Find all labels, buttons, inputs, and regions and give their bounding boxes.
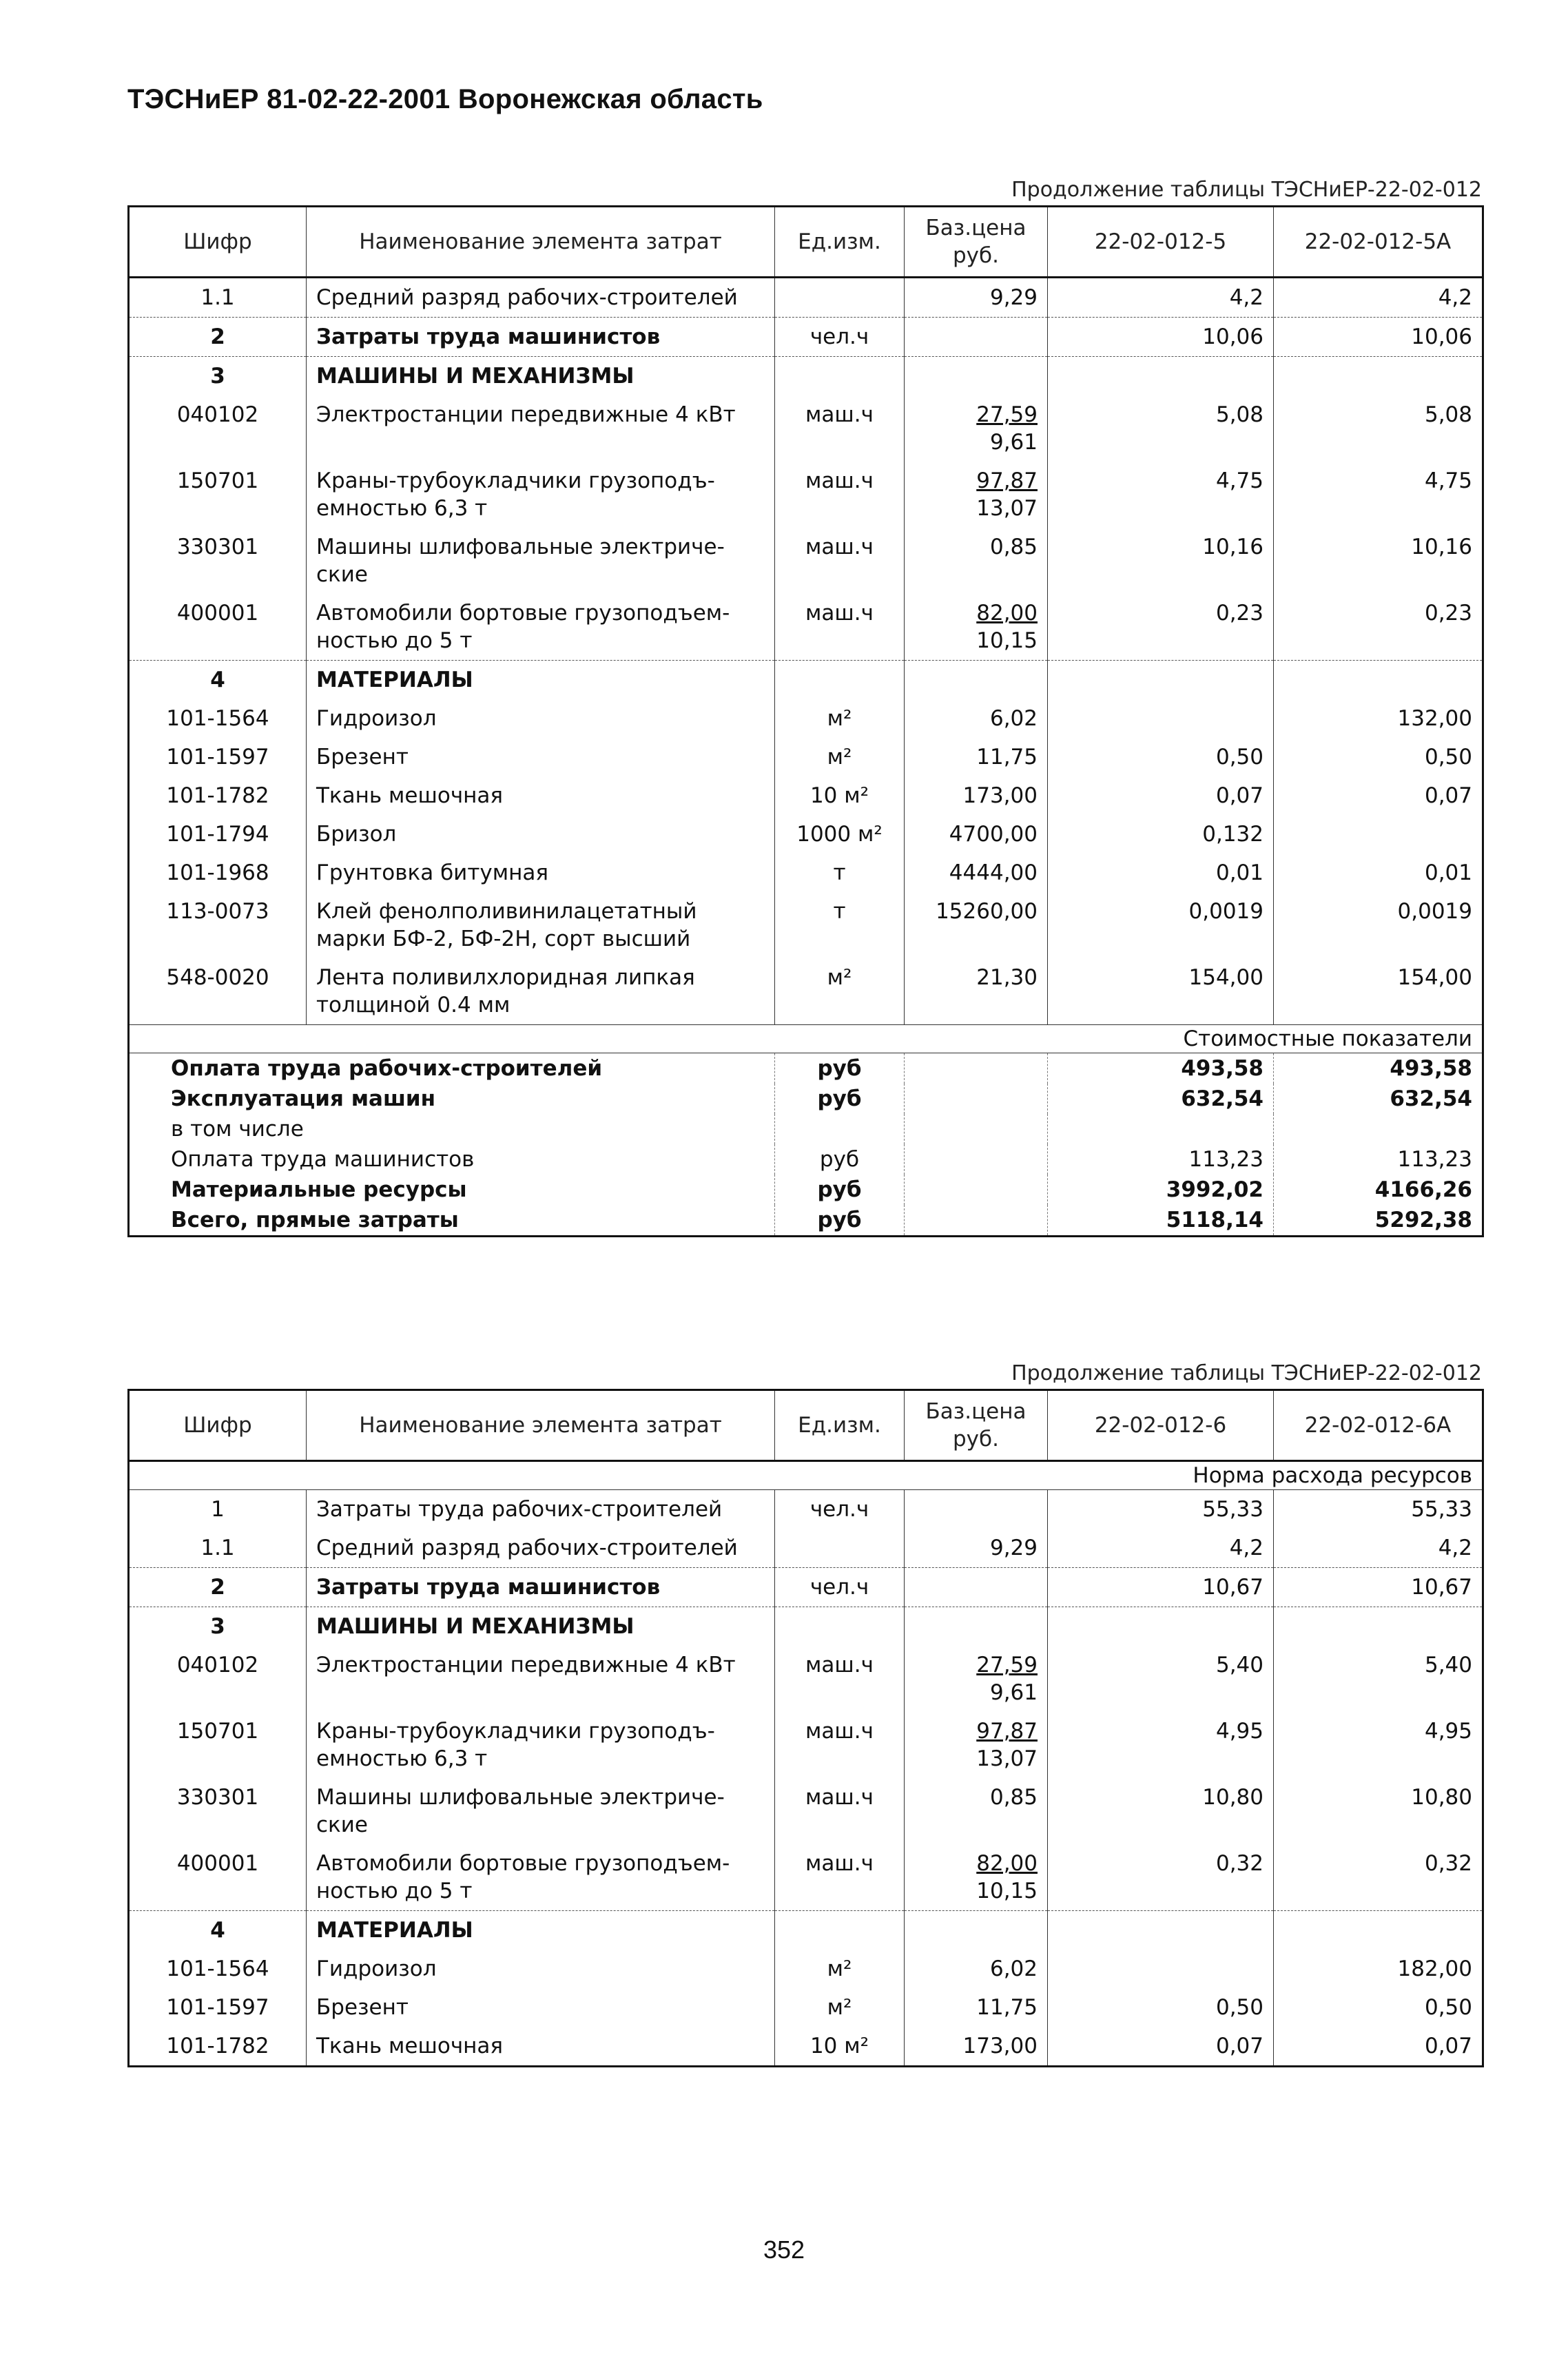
table-row <box>129 1607 1483 1646</box>
summary-unit: руб <box>775 1175 905 1205</box>
code-cell: 400001 <box>176 601 259 626</box>
summary-empty <box>905 1144 1048 1175</box>
unit-cell: маш.ч <box>775 1646 905 1712</box>
summary-value-b <box>1274 1114 1483 1144</box>
base-price: 6,02 <box>989 1956 1038 1981</box>
name-cell: Клей фенолполивинилацетатный марки БФ-2, БФ-2Н, сорт высший <box>307 892 775 958</box>
name-cell: Грунтовка битумная <box>307 854 775 892</box>
value-b-cell: 154,00 <box>1274 958 1483 1025</box>
summary-unit: руб <box>775 1144 905 1175</box>
table-row <box>129 892 1483 958</box>
unit-cell: маш.ч <box>775 1844 905 1911</box>
summary-value-b: 4166,26 <box>1274 1175 1483 1205</box>
unit-cell: чел.ч <box>775 1490 905 1529</box>
table-row <box>129 699 1483 738</box>
name-cell: Затраты труда рабочих-строителей <box>307 1490 775 1529</box>
value-a-cell: 4,75 <box>1048 462 1274 528</box>
machinist-wage: 9,61 <box>989 430 1038 455</box>
base-price: 9,29 <box>989 285 1038 310</box>
unit-cell <box>775 1529 905 1568</box>
summary-value-b: 113,23 <box>1274 1144 1483 1175</box>
table-row <box>129 1844 1483 1911</box>
price-cell <box>905 661 1048 700</box>
name-cell: Брезент <box>307 738 775 776</box>
code-cell: 040102 <box>176 1653 259 1677</box>
unit-cell <box>775 278 905 318</box>
unit-cell: м² <box>775 738 905 776</box>
value-b-cell: 55,33 <box>1274 1490 1483 1529</box>
summary-value-b: 493,58 <box>1274 1053 1483 1084</box>
value-b-cell: 4,2 <box>1274 278 1483 318</box>
value-b-cell: 0,07 <box>1274 2027 1483 2067</box>
table-row <box>129 958 1483 1025</box>
price-cell <box>905 357 1048 396</box>
summary-empty <box>905 1053 1048 1084</box>
base-price: 4700,00 <box>949 822 1038 847</box>
name-cell: Затраты труда машинистов <box>307 318 775 357</box>
code-cell: 3 <box>129 1607 307 1646</box>
price-cell <box>905 854 1048 892</box>
code-cell: 101-1968 <box>166 860 269 885</box>
table-row <box>129 854 1483 892</box>
table-row <box>129 395 1483 462</box>
name-cell: Гидроизол <box>307 1950 775 1988</box>
value-b-cell <box>1274 815 1483 854</box>
name-cell: Краны-трубоукладчики грузоподъ-емностью 6,3 т <box>307 1712 775 1778</box>
value-a-cell: 10,67 <box>1048 1568 1274 1607</box>
price-cell <box>905 1607 1048 1646</box>
price-cell <box>905 776 1048 815</box>
summary-row <box>129 1053 1483 1084</box>
col-unit-header: Ед.изм. <box>775 1390 905 1461</box>
code-cell: 150701 <box>176 1719 259 1744</box>
unit-cell: 10 м² <box>775 2027 905 2067</box>
value-a-cell <box>1048 1911 1274 1950</box>
name-cell: Лента поливилхлоридная липкая толщиной 0.4 мм <box>307 958 775 1025</box>
summary-unit: руб <box>775 1084 905 1114</box>
code-cell: 4 <box>129 661 307 700</box>
name-cell: МАТЕРИАЛЫ <box>307 1911 775 1950</box>
price-cell <box>905 395 1048 462</box>
col-price-header: Баз.цена руб. <box>905 207 1048 278</box>
value-a-cell: 10,06 <box>1048 318 1274 357</box>
value-b-cell: 4,95 <box>1274 1712 1483 1778</box>
unit-cell: т <box>775 854 905 892</box>
price-cell <box>905 1988 1048 2027</box>
resource-table-2 <box>127 1389 1484 2067</box>
price-cell <box>905 594 1048 661</box>
value-b-cell: 0,32 <box>1274 1844 1483 1911</box>
base-price: 15260,00 <box>936 899 1038 924</box>
value-a-cell: 4,95 <box>1048 1712 1274 1778</box>
base-price: 27,59 <box>976 402 1038 427</box>
table-row <box>129 738 1483 776</box>
table-row <box>129 1712 1483 1778</box>
price-cell <box>905 958 1048 1025</box>
table-caption-2: Продолжение таблицы ТЭСНиЕР-22-02-012 <box>1011 1361 1482 1385</box>
value-a-cell: 4,2 <box>1048 278 1274 318</box>
value-b-cell: 0,01 <box>1274 854 1483 892</box>
name-cell: Автомобили бортовые грузоподъем-ностью до 5 т <box>307 594 775 661</box>
summary-row <box>129 1144 1483 1175</box>
base-price: 173,00 <box>962 783 1038 808</box>
table-header-row <box>129 207 1483 278</box>
value-b-cell: 4,75 <box>1274 462 1483 528</box>
table-header-row <box>129 1390 1483 1461</box>
code-cell: 101-1782 <box>166 2034 269 2058</box>
value-a-cell <box>1048 1607 1274 1646</box>
col-b-header: 22-02-012-5А <box>1274 207 1483 278</box>
value-a-cell: 55,33 <box>1048 1490 1274 1529</box>
unit-cell: 1000 м² <box>775 815 905 854</box>
price-cell <box>905 892 1048 958</box>
machinist-wage: 10,15 <box>976 1879 1038 1903</box>
summary-empty <box>905 1175 1048 1205</box>
base-price: 9,29 <box>989 1536 1038 1560</box>
resource-table-1 <box>127 205 1484 1237</box>
table-row <box>129 776 1483 815</box>
value-a-cell: 0,132 <box>1048 815 1274 854</box>
price-cell <box>905 462 1048 528</box>
table-row <box>129 2027 1483 2067</box>
col-name-header: Наименование элемента затрат <box>307 207 775 278</box>
value-b-cell: 182,00 <box>1274 1950 1483 1988</box>
value-a-cell: 0,07 <box>1048 2027 1274 2067</box>
name-cell: Ткань мешочная <box>307 776 775 815</box>
value-b-cell <box>1274 661 1483 700</box>
unit-cell <box>775 661 905 700</box>
value-b-cell: 5,40 <box>1274 1646 1483 1712</box>
value-a-cell <box>1048 357 1274 396</box>
value-b-cell: 10,80 <box>1274 1778 1483 1844</box>
price-cell <box>905 1490 1048 1529</box>
value-a-cell: 0,01 <box>1048 854 1274 892</box>
price-cell <box>905 1844 1048 1911</box>
name-cell: Машины шлифовальные электриче-ские <box>307 528 775 594</box>
unit-cell: маш.ч <box>775 395 905 462</box>
col-code-header: Шифр <box>129 1390 307 1461</box>
summary-row <box>129 1205 1483 1237</box>
name-cell: Электростанции передвижные 4 кВт <box>307 395 775 462</box>
code-cell: 4 <box>129 1911 307 1950</box>
table-row <box>129 1950 1483 1988</box>
summary-value-a: 632,54 <box>1048 1084 1274 1114</box>
value-b-cell: 0,07 <box>1274 776 1483 815</box>
value-b-cell: 0,0019 <box>1274 892 1483 958</box>
code-cell: 101-1597 <box>166 745 269 770</box>
price-cell <box>905 2027 1048 2067</box>
unit-cell <box>775 357 905 396</box>
code-cell: 101-1782 <box>166 783 269 808</box>
base-price: 173,00 <box>962 2034 1038 2058</box>
table-row <box>129 1529 1483 1568</box>
value-a-cell: 4,2 <box>1048 1529 1274 1568</box>
value-b-cell: 0,50 <box>1274 1988 1483 2027</box>
summary-unit: руб <box>775 1053 905 1084</box>
table-row <box>129 1646 1483 1712</box>
unit-cell: маш.ч <box>775 1712 905 1778</box>
table-row <box>129 1911 1483 1950</box>
code-cell: 1.1 <box>200 285 235 310</box>
value-a-cell: 0,50 <box>1048 738 1274 776</box>
name-cell: Бризол <box>307 815 775 854</box>
table-row <box>129 528 1483 594</box>
summary-label: Эксплуатация машин <box>171 1086 436 1111</box>
summary-row <box>129 1175 1483 1205</box>
code-cell: 150701 <box>176 468 259 493</box>
col-a-header: 22-02-012-6 <box>1048 1390 1274 1461</box>
code-cell: 101-1597 <box>166 1995 269 2020</box>
code-cell: 548-0020 <box>166 965 269 990</box>
machinist-wage: 9,61 <box>989 1680 1038 1705</box>
value-b-cell: 132,00 <box>1274 699 1483 738</box>
summary-value-a <box>1048 1114 1274 1144</box>
base-price: 11,75 <box>976 745 1038 770</box>
unit-cell: м² <box>775 1988 905 2027</box>
summary-empty <box>905 1084 1048 1114</box>
table-row <box>129 318 1483 357</box>
unit-cell: чел.ч <box>775 1568 905 1607</box>
code-cell: 101-1564 <box>166 706 269 731</box>
name-cell: Машины шлифовальные электриче-ские <box>307 1778 775 1844</box>
value-b-cell: 0,23 <box>1274 594 1483 661</box>
code-cell: 3 <box>129 357 307 396</box>
price-cell <box>905 699 1048 738</box>
name-cell: Затраты труда машинистов <box>307 1568 775 1607</box>
name-cell: Средний разряд рабочих-строителей <box>307 1529 775 1568</box>
summary-unit <box>775 1114 905 1144</box>
value-b-cell: 10,67 <box>1274 1568 1483 1607</box>
value-a-cell: 0,07 <box>1048 776 1274 815</box>
value-b-cell <box>1274 357 1483 396</box>
base-price: 82,00 <box>976 601 1038 626</box>
price-cell <box>905 1911 1048 1950</box>
summary-unit: руб <box>775 1205 905 1237</box>
table-row <box>129 1568 1483 1607</box>
value-a-cell <box>1048 699 1274 738</box>
value-b-cell: 10,16 <box>1274 528 1483 594</box>
table-caption: Продолжение таблицы ТЭСНиЕР-22-02-012 <box>1011 178 1482 202</box>
summary-label: в том числе <box>171 1117 304 1142</box>
value-a-cell: 5,40 <box>1048 1646 1274 1712</box>
base-price: 4444,00 <box>949 860 1038 885</box>
summary-value-a: 3992,02 <box>1048 1175 1274 1205</box>
unit-cell: маш.ч <box>775 528 905 594</box>
unit-cell: м² <box>775 1950 905 1988</box>
table-row <box>129 1490 1483 1529</box>
value-a-cell: 0,50 <box>1048 1988 1274 2027</box>
price-cell <box>905 278 1048 318</box>
price-cell <box>905 738 1048 776</box>
name-cell: МАТЕРИАЛЫ <box>307 661 775 700</box>
table-row <box>129 594 1483 661</box>
code-cell: 2 <box>129 1568 307 1607</box>
name-cell: МАШИНЫ И МЕХАНИЗМЫ <box>307 357 775 396</box>
unit-cell: м² <box>775 958 905 1025</box>
code-cell: 113-0073 <box>166 899 269 924</box>
table-row <box>129 357 1483 396</box>
value-b-cell: 0,50 <box>1274 738 1483 776</box>
value-a-cell: 154,00 <box>1048 958 1274 1025</box>
col-b-header: 22-02-012-6А <box>1274 1390 1483 1461</box>
code-cell: 2 <box>129 318 307 357</box>
price-cell <box>905 1950 1048 1988</box>
name-cell: Брезент <box>307 1988 775 2027</box>
price-cell <box>905 1529 1048 1568</box>
code-cell: 101-1794 <box>166 822 269 847</box>
value-a-cell: 0,23 <box>1048 594 1274 661</box>
unit-cell: маш.ч <box>775 462 905 528</box>
name-cell: МАШИНЫ И МЕХАНИЗМЫ <box>307 1607 775 1646</box>
price-cell <box>905 1646 1048 1712</box>
resource-norm-band: Норма расхода ресурсов <box>129 1461 1483 1490</box>
base-price: 27,59 <box>976 1653 1038 1677</box>
code-cell: 330301 <box>176 535 259 559</box>
code-cell: 1.1 <box>200 1536 235 1560</box>
machinist-wage: 13,07 <box>976 1746 1038 1771</box>
value-a-cell: 0,32 <box>1048 1844 1274 1911</box>
name-cell: Электростанции передвижные 4 кВт <box>307 1646 775 1712</box>
value-a-cell <box>1048 1950 1274 1988</box>
unit-cell: т <box>775 892 905 958</box>
price-cell <box>905 815 1048 854</box>
code-cell: 101-1564 <box>166 1956 269 1981</box>
col-a-header: 22-02-012-5 <box>1048 207 1274 278</box>
value-b-cell: 5,08 <box>1274 395 1483 462</box>
summary-value-a: 113,23 <box>1048 1144 1274 1175</box>
summary-label: Материальные ресурсы <box>171 1177 467 1202</box>
summary-row <box>129 1084 1483 1114</box>
summary-value-b: 5292,38 <box>1274 1205 1483 1237</box>
summary-label: Всего, прямые затраты <box>171 1208 459 1232</box>
summary-row <box>129 1114 1483 1144</box>
col-unit-header: Ед.изм. <box>775 207 905 278</box>
machinist-wage: 10,15 <box>976 628 1038 653</box>
price-cell <box>905 318 1048 357</box>
code-cell: 040102 <box>176 402 259 427</box>
base-price: 0,85 <box>989 535 1038 559</box>
base-price: 97,87 <box>976 468 1038 493</box>
table-row <box>129 462 1483 528</box>
price-cell <box>905 1778 1048 1844</box>
unit-cell <box>775 1911 905 1950</box>
base-price: 97,87 <box>976 1719 1038 1744</box>
col-code-header: Шифр <box>129 207 307 278</box>
name-cell: Краны-трубоукладчики грузоподъ-емностью 6,3 т <box>307 462 775 528</box>
code-cell: 330301 <box>176 1785 259 1810</box>
code-cell: 1 <box>211 1497 225 1522</box>
summary-value-b: 632,54 <box>1274 1084 1483 1114</box>
table-row <box>129 815 1483 854</box>
name-cell: Гидроизол <box>307 699 775 738</box>
value-b-cell: 4,2 <box>1274 1529 1483 1568</box>
summary-value-a: 493,58 <box>1048 1053 1274 1084</box>
machinist-wage: 13,07 <box>976 496 1038 521</box>
value-a-cell <box>1048 661 1274 700</box>
document-title: ТЭСНиЕР 81-02-22-2001 Воронежская область <box>127 84 763 114</box>
table-row <box>129 1778 1483 1844</box>
summary-value-a: 5118,14 <box>1048 1205 1274 1237</box>
price-cell <box>905 528 1048 594</box>
summary-empty <box>905 1114 1048 1144</box>
col-name-header: Наименование элемента затрат <box>307 1390 775 1461</box>
value-a-cell: 10,80 <box>1048 1778 1274 1844</box>
cost-indicators-band: Стоимостные показатели <box>129 1025 1483 1053</box>
unit-cell <box>775 1607 905 1646</box>
value-b-cell <box>1274 1911 1483 1950</box>
col-price-header: Баз.цена руб. <box>905 1390 1048 1461</box>
base-price: 0,85 <box>989 1785 1038 1810</box>
base-price: 6,02 <box>989 706 1038 731</box>
name-cell: Средний разряд рабочих-строителей <box>307 278 775 318</box>
code-cell: 400001 <box>176 1851 259 1876</box>
name-cell: Ткань мешочная <box>307 2027 775 2067</box>
value-a-cell: 0,0019 <box>1048 892 1274 958</box>
summary-label: Оплата труда рабочих-строителей <box>171 1056 603 1081</box>
table-row <box>129 661 1483 700</box>
value-a-cell: 5,08 <box>1048 395 1274 462</box>
unit-cell: маш.ч <box>775 1778 905 1844</box>
unit-cell: маш.ч <box>775 594 905 661</box>
value-a-cell: 10,16 <box>1048 528 1274 594</box>
base-price: 82,00 <box>976 1851 1038 1876</box>
price-cell <box>905 1712 1048 1778</box>
unit-cell: чел.ч <box>775 318 905 357</box>
table-row <box>129 278 1483 318</box>
table-row <box>129 1988 1483 2027</box>
name-cell: Автомобили бортовые грузоподъем-ностью до 5 т <box>307 1844 775 1911</box>
page-number: 352 <box>763 2235 805 2264</box>
summary-empty <box>905 1205 1048 1237</box>
unit-cell: м² <box>775 699 905 738</box>
price-cell <box>905 1568 1048 1607</box>
value-b-cell <box>1274 1607 1483 1646</box>
base-price: 21,30 <box>976 965 1038 990</box>
unit-cell: 10 м² <box>775 776 905 815</box>
base-price: 11,75 <box>976 1995 1038 2020</box>
value-b-cell: 10,06 <box>1274 318 1483 357</box>
summary-label: Оплата труда машинистов <box>171 1147 475 1172</box>
